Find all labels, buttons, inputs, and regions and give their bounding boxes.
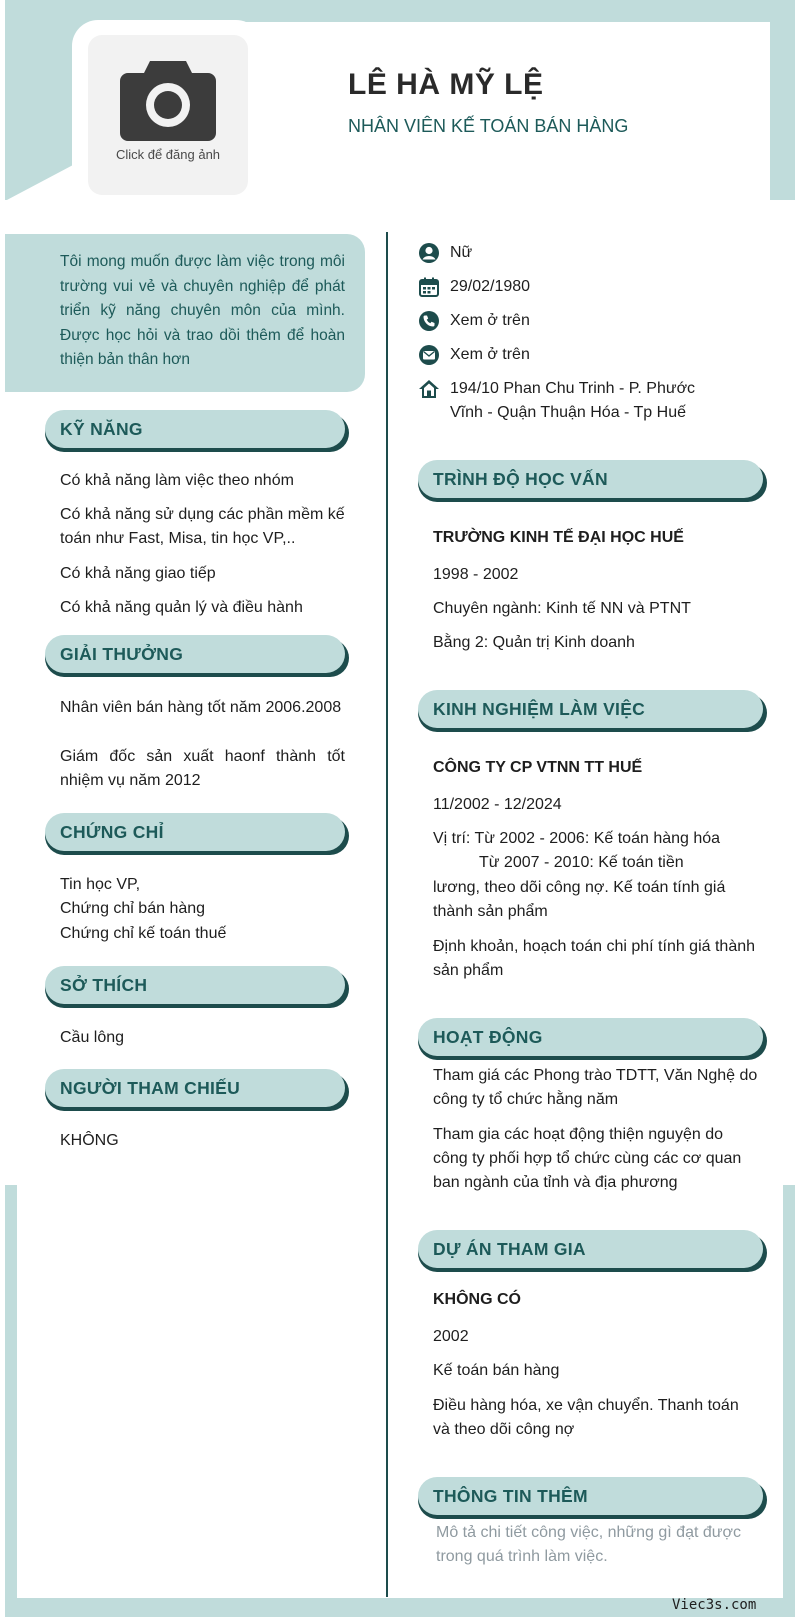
skills-heading: KỸ NĂNG xyxy=(45,410,345,448)
reference-item: KHÔNG xyxy=(60,1132,119,1149)
photo-caption: Click để đăng ảnh xyxy=(115,147,221,162)
project-role: Kế toán bán hàng xyxy=(433,1362,560,1379)
contact-address xyxy=(418,377,730,425)
certificates-heading: CHỨNG CHỈ xyxy=(45,813,345,851)
experience-period: 11/2002 - 12/2024 xyxy=(433,796,562,813)
home-icon xyxy=(418,378,440,400)
skill-item: Có khả năng sử dụng các phần mềm kế toán như Fast, Misa, tin học VP,.. xyxy=(60,506,345,547)
contact-phone xyxy=(418,309,730,333)
experience-position-cont: Từ 2007 - 2010: Kế toán tiền xyxy=(479,854,684,871)
gender-value: Nữ xyxy=(450,244,473,261)
experience-position: Vị trí: Từ 2002 - 2006: Kế toán hàng hóa xyxy=(433,830,721,847)
header-card xyxy=(240,22,770,200)
hobby-item: Cầu lông xyxy=(60,1029,125,1046)
calendar-icon xyxy=(418,276,440,298)
photo-upload[interactable] xyxy=(88,35,248,195)
education-degree2: Bằng 2: Quản trị Kinh doanh xyxy=(433,634,635,651)
contact-gender xyxy=(418,241,730,265)
certificate-item: Chứng chỉ kế toán thuế xyxy=(60,925,227,942)
phone-value: Xem ở trên xyxy=(450,312,530,329)
skill-item: Có khả năng giao tiếp xyxy=(60,565,216,582)
email-value: Xem ở trên xyxy=(450,346,530,363)
additional-info-heading: THÔNG TIN THÊM xyxy=(418,1477,763,1515)
certificate-item: Chứng chỉ bán hàng xyxy=(60,900,206,917)
contact-email xyxy=(418,343,730,367)
experience-company: CÔNG TY CP VTNN TT HUẾ xyxy=(433,759,643,776)
address-value: 194/10 Phan Chu Trinh - P. Phước Vĩnh - Quận Thuận Hóa - Tp Huế xyxy=(450,380,696,421)
activity-item: Tham gia các hoạt động thiện nguyện do công ty phối hợp tổ chức cùng các cơ quan ban ngành của tỉnh và địa phương xyxy=(433,1126,742,1191)
activities-heading: HOẠT ĐỘNG xyxy=(418,1018,763,1056)
birthday-value: 29/02/1980 xyxy=(450,278,531,295)
education-period: 1998 - 2002 xyxy=(433,566,519,583)
skill-item: Có khả năng làm việc theo nhóm xyxy=(60,472,294,489)
project-detail: Điều hàng hóa, xe vận chuyển. Thanh toán và theo dõi công nợ xyxy=(433,1397,739,1438)
user-icon xyxy=(418,242,440,264)
education-heading: TRÌNH ĐỘ HỌC VẤN xyxy=(418,460,763,498)
activity-item: Tham giá các Phong trào TDTT, Văn Nghệ do công ty tổ chức hằng năm xyxy=(433,1067,758,1108)
project-name: KHÔNG CÓ xyxy=(433,1291,521,1308)
job-title: NHÂN VIÊN KẾ TOÁN BÁN HÀNG xyxy=(348,116,629,136)
project-year: 2002 xyxy=(433,1328,469,1345)
bottom-right-border xyxy=(783,1185,795,1617)
projects-heading: DỰ ÁN THAM GIA xyxy=(418,1230,763,1268)
experience-heading: KINH NGHIỆM LÀM VIỆC xyxy=(418,690,763,728)
email-icon xyxy=(418,344,440,366)
experience-position-cont: lương, theo dõi công nợ. Kế toán tính giá thành sản phẩm xyxy=(433,879,726,920)
certificate-item: Tin học VP, xyxy=(60,876,141,893)
awards-heading: GIẢI THƯỞNG xyxy=(45,635,345,673)
award-item: Giám đốc sản xuất haonf thành tốt nhiệm vụ năm 2012 xyxy=(60,748,345,789)
skill-item: Có khả năng quản lý và điều hành xyxy=(60,599,303,616)
contact-birthday xyxy=(418,275,730,299)
watermark: Viec3s.com xyxy=(672,1597,757,1613)
candidate-name: LÊ HÀ MỸ LỆ xyxy=(348,68,544,101)
career-objective: Tôi mong muốn được làm việc trong môi trường vui vẻ và chuyên nghiệp để phát triển kỹ năng chuyên môn của mình. Được học hỏi và trao dồi thêm để hoàn thiện bản thân hơn xyxy=(5,234,365,392)
corner-decoration xyxy=(5,165,73,201)
column-divider xyxy=(386,232,388,1597)
experience-detail: Định khoản, hoạch toán chi phí tính giá thành sản phẩm xyxy=(433,938,756,979)
education-major: Chuyên ngành: Kinh tế NN và PTNT xyxy=(433,600,691,617)
camera-icon xyxy=(120,57,216,141)
phone-icon xyxy=(418,310,440,332)
education-school: TRƯỜNG KINH TẾ ĐẠI HỌC HUẾ xyxy=(433,529,684,546)
additional-info-field[interactable]: Mô tả chi tiết công việc, những gì đạt được trong quá trình làm việc. xyxy=(436,1524,741,1565)
hobbies-heading: SỞ THÍCH xyxy=(45,966,345,1004)
references-heading: NGƯỜI THAM CHIẾU xyxy=(45,1069,345,1107)
award-item: Nhân viên bán hàng tốt năm 2006.2008 xyxy=(60,699,342,716)
bottom-left-border xyxy=(5,1185,17,1617)
